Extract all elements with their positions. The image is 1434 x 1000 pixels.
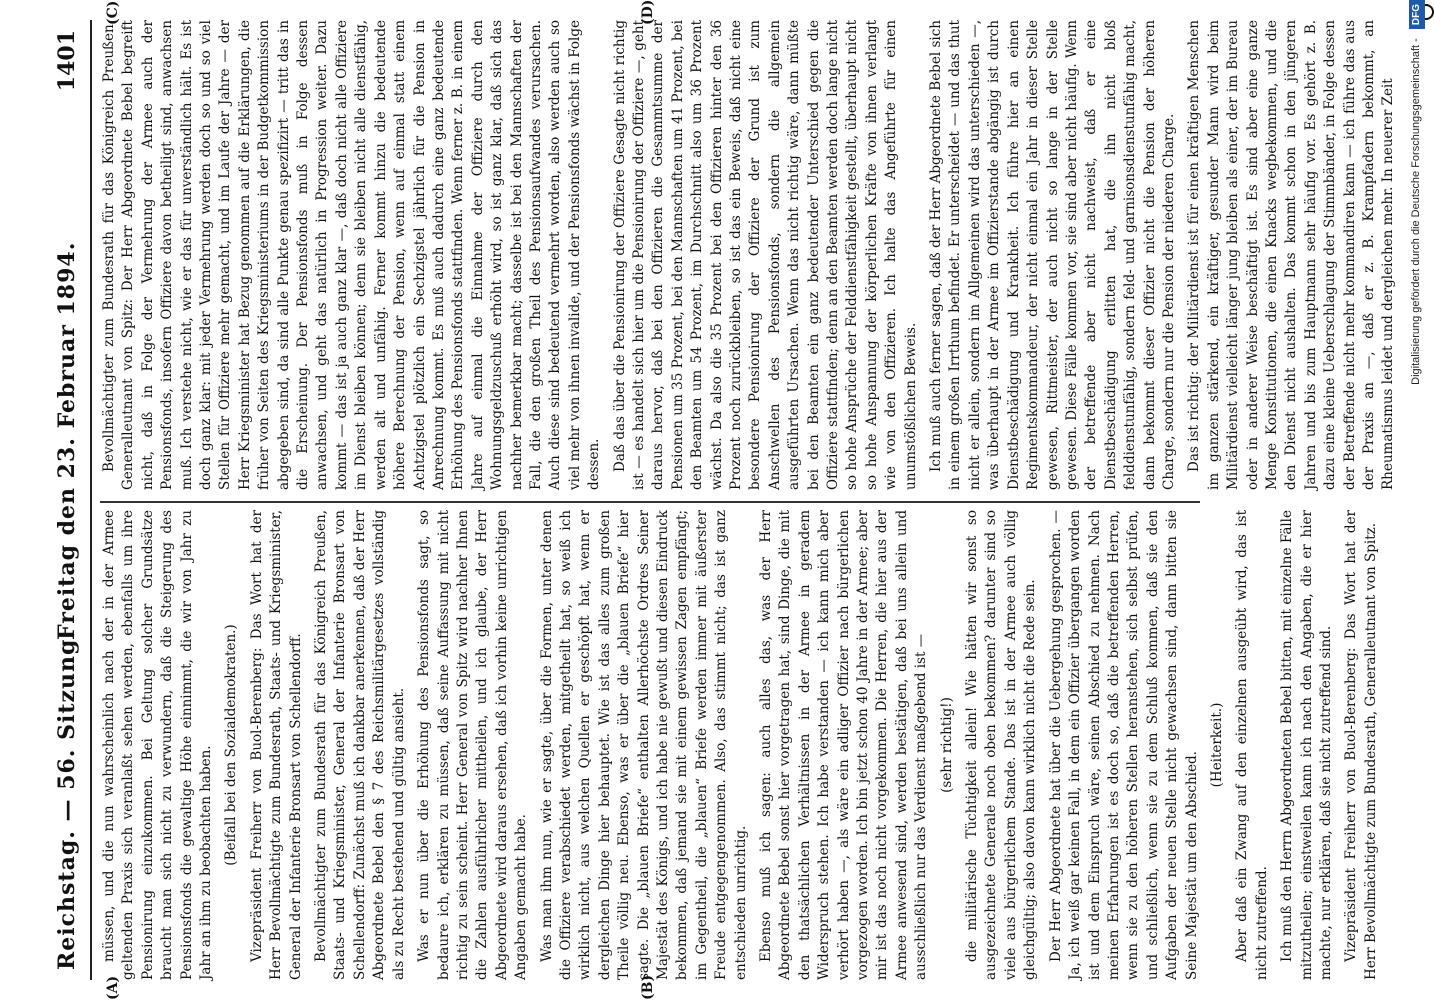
paragraph: müssen, und die nun wahrscheinlich nach der in der Armee geltenden Praxis sich veranlaßt sehen werden, ebenfalls um ihre Pensionirung einzukommen. Bei Geltung solcher Grundsätze braucht man sich nicht zu verwundern, daß die Steigerung des Pensionsfonds die gewaltige Höhe einnimmt, die wir von Jahr zu Jahr an ihm zu beobachten haben. — [101, 510, 215, 980]
paragraph: Vizepräsident Freiherr von Buol-Berenberg: Das Wort hat der Herr Bevollmächtigte zum Bundesrath, Staats- und Kriegsminister, General der Infanterie Bronsart von Schellendorff. — [248, 510, 304, 980]
left-column — [100, 510, 1379, 980]
paragraph: Was er nun über die Erhöhung des Pensionsfonds sagt, so bedaure ich, erklären zu müssen, daß seine Auffassung mit nicht richtig zu sein scheint. Herr General von Spitz wird nachher Ihnen die Zahlen ausführlicher mittheilen, und ich glaube, der Herr Abgeordnete wird daraus ersehen, daß ich vorhin keine unrichtigen Angaben gemacht habe. — [416, 510, 530, 980]
paragraph: Vizepräsident Freiherr von Buol-Berenberg: Das Wort hat der Herr Bevollmächtigte zum Bundesrath, Generalleutnant von Spitz. — [1343, 510, 1379, 980]
page-header — [40, 20, 92, 980]
paragraph: Ebenso muß ich sagen: auch alles das, was der Herr Abgeordnete Bebel sonst hier vorgetragen hat, sind Dinge, die mit den thatsächlichen Verhältnissen in der Armee in geradem Widerspruch stehen. Ich habe verstanden — ich kann mich aber verhört haben —, als wäre ein adliger Offizier nach bürgerlichen vorgezogen worden. Ich bin jetzt schon 40 Jahre in der Armee; aber mir ist das noch nicht vorgekommen. Die Herren, die hier aus der Armee anwesend sind, werden bestätigen, daß bei uns allein und ausschließlich nur das Verdienst maßgebend ist — — [758, 510, 930, 980]
paragraph: Bevollmächtigter zum Bundesrath für das Königreich Preußen, Staats- und Kriegsminister, General der Infanterie Bronsart von Schellendorff: Zunächst muß ich dankbar anerkennen, daß der Herr Abgeordnete Bebel den § 7 des Reichsmilitärgesetzes vollständig als zu Recht bestehend und gültig ansieht. — [313, 510, 407, 980]
margin-marker-a: (A) — [105, 975, 121, 1000]
paragraph: Ich muß den Herrn Abgeordneten Bebel bitten, mit einzelne Fälle mitzutheilen; einstweilen kann ich nach den Angaben, die er hier machte, nur erklären, daß sie nicht zutreffend sind. — [1279, 510, 1334, 980]
page-number: 1401 — [54, 30, 80, 92]
paragraph: Das ist richtig: der Militärdienst ist für einen kräftigen Menschen im ganzen stärkend, ein kräftiger, gesunder Mann wird beim Militärdienst vielleicht länger jung bleiben als einer, der im Bureau oder in anderer Weise beschäftigt ist. Es sind aber eine ganze Menge Konstitutionen, die einen Knacks wegbekommen, und die den Dienst nicht aushalten. Das kommt schon in den jüngeren Jahren und bis zum Hauptmann sehr häufig vor. Es gehört z. B. dazu eine kleine Ueberschlagung der Stimmbänder, in Folge dessen der Betreffende nicht mehr kommandiren kann — ich führe das aus der Praxis an —, daß er z. B. Krampfadern bekommt, an Rheumatismus leidet und dergleichen mehr. In neuerer Zeit — [1186, 20, 1397, 490]
dfg-logo: DFG — [1409, 0, 1425, 29]
interjection: (Heiterkeit.) — [1208, 702, 1225, 788]
paragraph: Daß das über die Pensionirung der Offiziere Gesagte nicht richtig ist — es handelt sich hier um die Pensionirung der Offiziere —, geht daraus hervor, daß bei den Offizieren die Gesammtsumme der Pensionen um 35 Prozent, bei den Mannschaften um 41 Prozent, bei den Beamten um 54 Prozent, im Durchschnitt also um 36 Prozent wächst. Da also die 35 Prozent bei den Offizieren hinter den 36 Prozent noch zurückbleiben, so ist das ein Beweis, daß nicht eine besondere Pensionirung der Offiziere der Grund ist zum Anschwellen des Pensionsfonds, sondern die allgemein ausgeführten Ursachen. Wenn das nicht richtig wäre, dann müßte bei den Beamten ein ganz bedeutender Unterschied gegen die Offiziere stattfinden; denn an den Beamten werden doch lange nicht so hohe Ansprüche der Felddienstfähigkeit gestellt, überhaupt nicht so hohe Anspannung der körperlichen Kräfte von ihnen verlangt wie von den Offizieren. Ich halte das Angeführte für einen unumstößlichen Beweis. — [611, 20, 919, 490]
footer-credit-text: Digitalisierung gefördert durch die Deutsche Forschungsgemeinschaft - — [1410, 38, 1422, 385]
paragraph: Aber daß ein Zwang auf den einzelnen ausgeübt wird, das ist nicht zutreffend. — [1234, 510, 1270, 980]
interjection: (sehr richtig!) — [938, 697, 955, 793]
footer-credit — [1405, 0, 1427, 1000]
paragraph: Ich muß auch ferner sagen, daß der Herr Abgeordnete Bebel sich in einem großen Irrthum befindet. Er unterscheidet — und das thut nicht er allein, sondern im Allgemeinen wird das unterschieden —, was überhaupt in der Armee im Offizierstande abgängig ist durch Dienstbeschädigung und Krankheit. Ich führe hier an einen Regimentskommandeur, der nicht einmal ein Jahr in dieser Stelle gewesen, Rittmeister, der auch nicht so lange in der Stelle gewesen. Diese Fälle kommen vor, sie sind aber nicht häufig. Wenn der betreffende aber nicht nachweist, daß er eine Dienstbeschädigung erlitten hat, die ihn nicht bloß felddienstunfähig, sondern feld- und garnisonsdienstunfähig macht, dann bekommt dieser Offizier nicht die Pension der höheren Charge, sondern nur die Pension der niederen Charge. — [928, 20, 1177, 490]
paragraph: Was man ihm nun, wie er sagte, über die Formen, unter denen die Offiziere verabschiedet werden, mitgetheilt hat, so weiß ich wirklich nicht, aus welchen Quellen er geschöpft hat, wenn er dergleichen Dinge hier behauptet. Wie ist das alles zum großen Theile völlig neu. Ebenso, was er über die „blauen Briefe“ hier sagte. Die „blauen Briefe“ enthalten Allerhöchste Ordres Seiner Majestät des Königs, und ich habe nie gewußt und diesen Eindruck bekommen, daß jemand sie mit einem gewissen Zagen empfängt; im Gegentheil, die „blauen“ Briefe werden immer mit äußerster Freude entgegengenommen. Also, das stimmt nicht; das ist ganz entschieden unrichtig. — [538, 510, 749, 980]
margin-marker-c: (C) — [105, 0, 121, 25]
interjection: (Beifall bei den Sozialdemokraten.) — [223, 624, 240, 866]
header-title: Reichstag. — 56. Sitzung. — [54, 629, 80, 970]
footer-credit-strip — [1405, 0, 1427, 1000]
header-date: Freitag den 23. Februar 1894. — [54, 241, 80, 640]
column-divider — [100, 501, 1200, 503]
paragraph: Der Herr Abgeordnete hat über die Uebergehung gesprochen. — Ja, ich weiß gar keinen Fall, in dem ein Offizier übergangen worden ist und dem Einspruch wäre, seinen Abschied zu nehmen. Nach meinen Erfahrungen ist es doch so, daß die betreffenden Herren, wenn sie zu den höheren Stellen heranstehen, sich selbst prüfen, und schließlich, wenn sie zu dem Schluß kommen, daß sie den Aufgaben der neuen Stelle nicht gewachsen sind, dann bitten sie Seine Majestät um den Abschied. — [1047, 510, 1200, 980]
paragraph: die militärische Tüchtigkeit allein! Wie hätten wir sonst so ausgezeichnete Generale noch oben bekommen? darunter sind so viele aus bürgerlichem Stande. Das ist in der Armee auch völlig gleichgültig; also davon kann wirklich nicht die Rede sein. — [964, 510, 1039, 980]
margin-marker-d: (D) — [640, 0, 656, 25]
margin-marker-b: (B) — [640, 974, 656, 1000]
paragraph: Bevollmächtigter zum Bundesrath für das Königreich Preußen, Generalleutnant von Spitz: Der Herr Abgeordnete Bebel begreift nicht, daß in Folge der Vermehrung der Armee auch der Pensionsfonds, insofern Offiziere davon betheiligt sind, anwachsen muß. Ich verstehe nicht, wie er das für unverständlich hält. Es ist doch ganz klar: mit jeder Vermehrung werden doch so und so viel Stellen für Offiziere mehr gemacht, und im Laufe der Jahre — der Herr Kriegsminister hat Bezug genommen auf die Erklärungen, die früher von Seiten des Kriegsministeriums in der Budgetkommission abgegeben sind, da sind alle Punkte genau spezifizirt — tritt das in die Erscheinung. Der Pensionsfonds muß in Folge dessen anwachsen, und geht das natürlich in Progression weiter. Dazu kommt — das ist ja auch ganz klar —, daß doch nicht alle Offiziere im Dienst bleiben können; denn sie bleiben nicht alle dienstfähig, werden alt und unfähig. Ferner kommt hinzu die bedeutende höhere Berechnung der Pension, wenn auf einmal statt einem Achtzigstel plötzlich ein Sechzigstel jährlich für die Pension in Anrechnung kommt. Es muß auch dadurch eine ganz bedeutende Erhöhung des Pensionsfonds stattfinden. Wenn ferner z. B. in einem Jahre auf einmal die Einnahme der Offiziere durch den Wohnungsgeldzuschuß erhöht wird, so ist ganz klar, daß sich das nachher bemerkbar macht; dasselbe ist bei den Mannschaften der Fall, die den großen Theil des Pensionsaufwandes verursachen. Auch diese sind bedeutend vermehrt worden, also werden auch so viel mehr von ihnen invalide, und der Pensionsfonds wächst in Folge dessen. — [101, 20, 603, 490]
right-column — [100, 20, 1397, 490]
